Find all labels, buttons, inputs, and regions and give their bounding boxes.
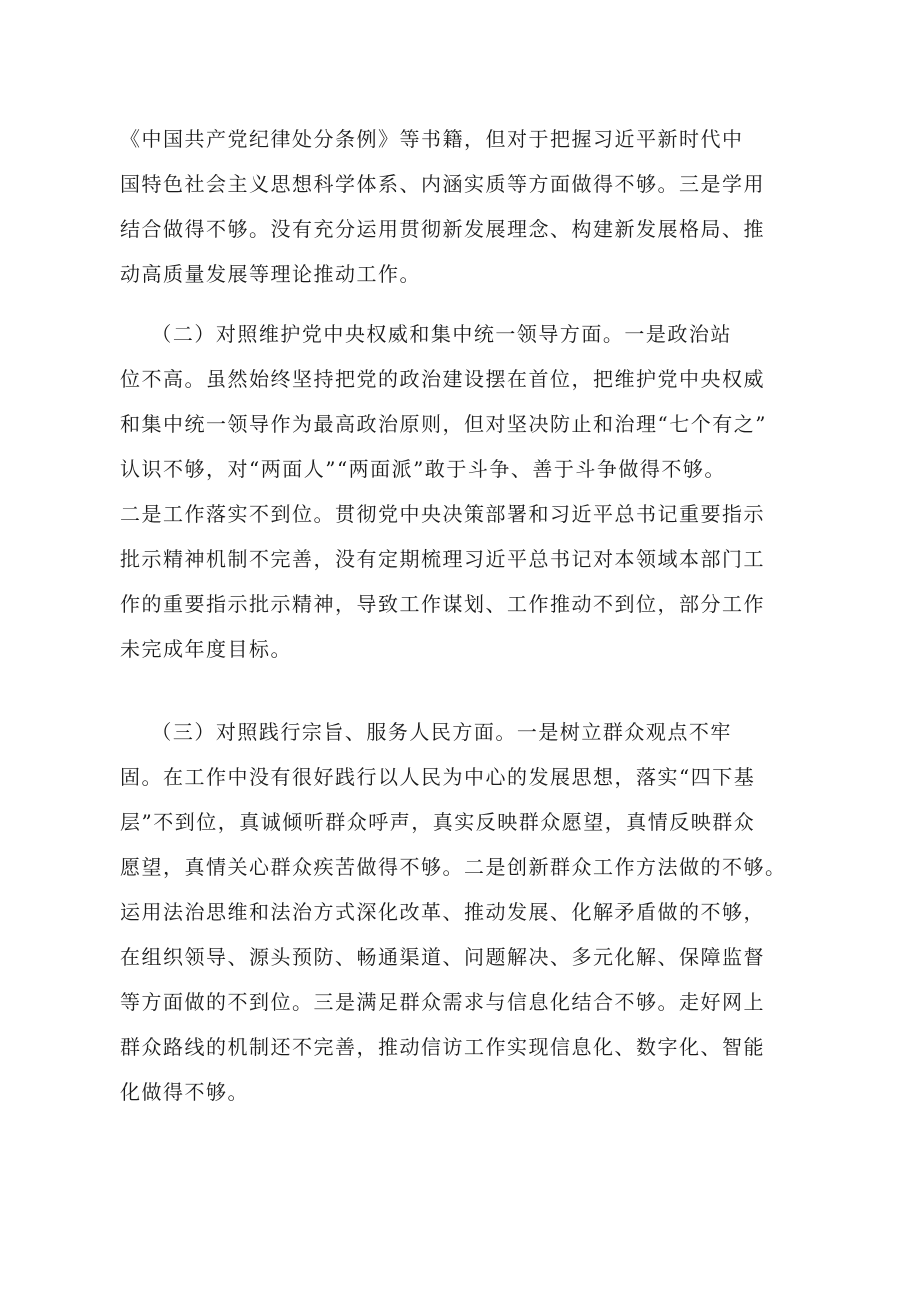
text-line: 在组织领导、源头预防、畅通渠道、问题解决、多元化解、保障监督 [120,945,765,969]
text-line: 结合做得不够。没有充分运用贯彻新发展理念、构建新发展格局、推 [120,217,765,241]
paragraph-2 [120,312,796,672]
text-line: 认识不够，对“两面人”“两面派”敢于斗争、善于斗争做得不够。 [120,457,726,481]
text-line: 二是工作落实不到位。贯彻党中央决策部署和习近平总书记重要指示 [120,502,765,526]
text-line: 未完成年度目标。 [120,637,292,661]
text-line: 群众路线的机制还不完善，推动信访工作实现信息化、数字化、智能 [120,1035,765,1059]
text-line: 固。在工作中没有很好践行以人民为中心的发展思想，落实“四下基 [120,765,756,789]
text-line: 运用法治思维和法治方式深化改革、推动发展、化解矛盾做的不够， [120,900,765,924]
text-line: 国特色社会主义思想科学体系、内涵实质等方面做得不够。三是学用 [120,172,765,196]
text-line: 层”不到位，真诚倾听群众呼声，真实反映群众愿望，真情反映群众 [120,810,756,834]
text-line: 愿望，真情关心群众疾苦做得不够。二是创新群众工作方法做的不够。 [120,855,787,879]
text-line: 化做得不够。 [120,1080,249,1104]
text-line: 《中国共产党纪律处分条例》等书籍，但对于把握习近平新时代中 [120,127,744,151]
text-line: 作的重要指示批示精神，导致工作谋划、工作推动不到位，部分工作 [120,592,765,616]
text-line: （二）对照维护党中央权威和集中统一领导方面。一是政治站 [120,322,732,346]
text-line: 和集中统一领导作为最高政治原则，但对坚决防止和治理“七个有之” [120,412,767,436]
paragraph-1 [120,117,796,297]
text-line: 动高质量发展等理论推动工作。 [120,262,421,286]
text-line: 位不高。虽然始终坚持把党的政治建设摆在首位，把维护党中央权威 [120,367,765,391]
text-line: 等方面做的不到位。三是满足群众需求与信息化结合不够。走好网上 [120,990,765,1014]
paragraph-3 [120,710,796,1115]
text-line: （三）对照践行宗旨、服务人民方面。一是树立群众观点不牢 [120,720,732,744]
text-line: 批示精神机制不完善，没有定期梳理习近平总书记对本领域本部门工 [120,547,765,571]
